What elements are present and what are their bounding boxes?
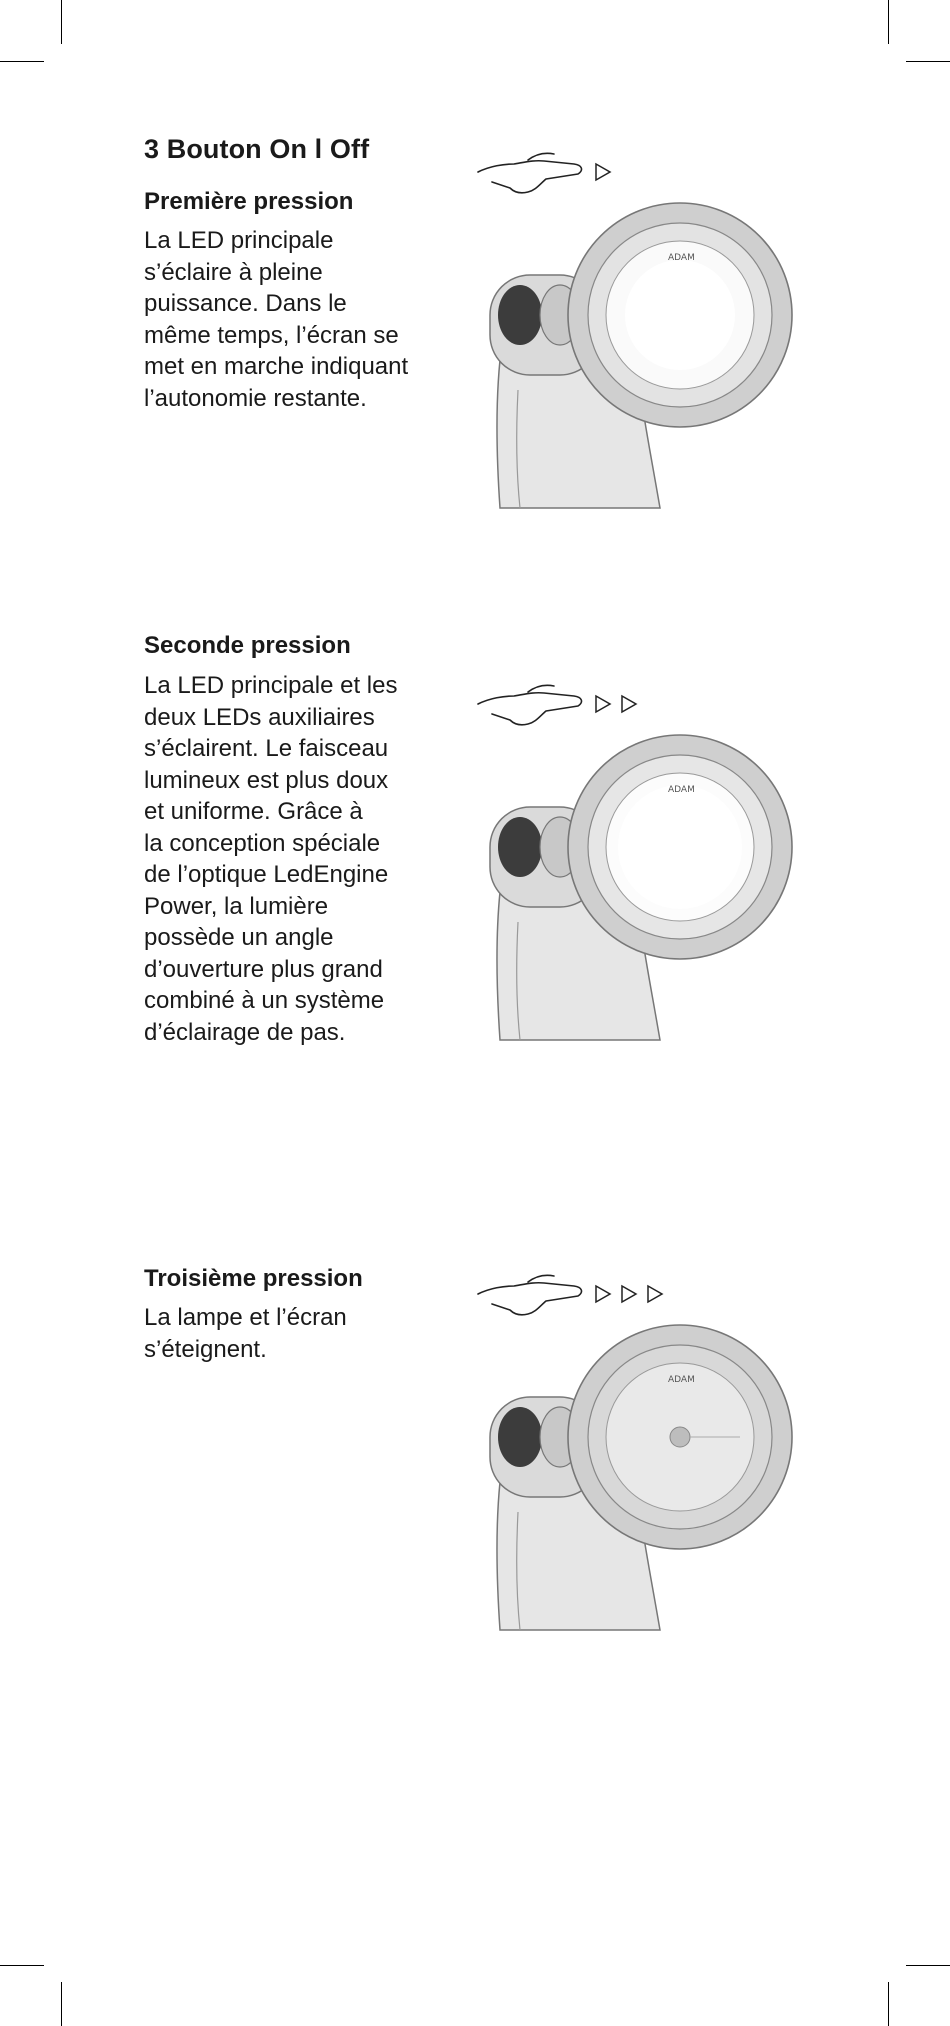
step-title-second-press: Seconde pression	[144, 632, 351, 659]
crop-mark	[888, 1982, 889, 2026]
brand-mark: ADAM	[668, 253, 695, 263]
flashlight-body	[490, 203, 792, 508]
crop-mark	[0, 1965, 44, 1966]
crop-mark	[61, 1982, 62, 2026]
step-text-third-press: La lampe et l’écran s’éteignent.	[144, 1304, 347, 1363]
hand-pointer-icon	[478, 153, 581, 193]
hand-pointer-icon	[478, 685, 581, 725]
flashlight-illustration-first-press	[470, 130, 800, 530]
flashlight-body	[490, 735, 792, 1040]
step-title-third-press: Troisième pression	[144, 1265, 363, 1292]
flashlight-illustration-second-press	[470, 662, 800, 1062]
crop-mark	[888, 0, 889, 44]
play-triangle-icon	[596, 696, 610, 712]
play-triangle-icon	[596, 164, 610, 180]
play-triangle-icon	[596, 1286, 610, 1302]
hand-pointer-icon	[478, 1275, 581, 1315]
flashlight-illustration-third-press	[470, 1252, 800, 1652]
brand-mark: ADAM	[668, 1375, 695, 1385]
crop-mark	[61, 0, 62, 44]
play-triangle-icon	[622, 696, 636, 712]
brand-mark: ADAM	[668, 785, 695, 795]
flashlight-body	[490, 1325, 792, 1630]
step-text-first-press: La LED principale s’éclaire à pleine puissance. Dans le même temps, l’écran se met en marche indiquant l’autonomie restante.	[144, 227, 409, 412]
section-heading: 3 Bouton On l Off	[144, 134, 370, 164]
crop-mark	[906, 61, 950, 62]
play-triangle-icon	[648, 1286, 662, 1302]
step-text-second-press: La LED principale et les deux LEDs auxiliaires s’éclairent. Le faisceau lumineux est plus doux et uniforme. Grâce à la conception spéciale de l’optique LedEngine Power, la lumière possède un angle d’ouverture plus grand combiné à un système d’éclairage de pas.	[144, 672, 398, 1046]
play-triangle-icon	[622, 1286, 636, 1302]
crop-mark	[0, 61, 44, 62]
crop-mark	[906, 1965, 950, 1966]
step-title-first-press: Première pression	[144, 188, 354, 215]
